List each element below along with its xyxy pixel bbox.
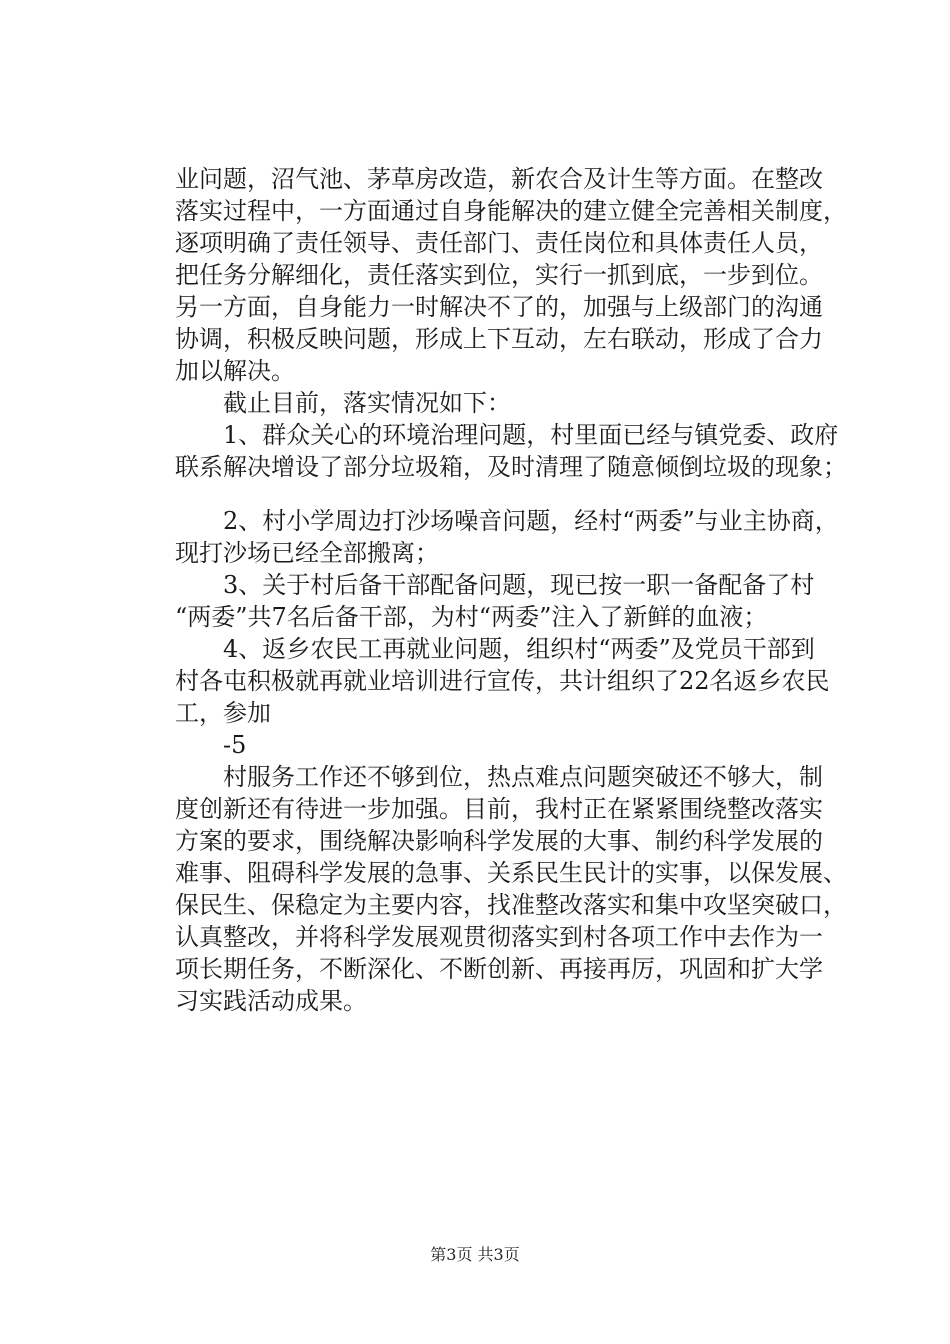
text-line: 联系解决增设了部分垃圾箱，及时清理了随意倾倒垃圾的现象； bbox=[175, 453, 847, 481]
text-line: 加以解决。 bbox=[175, 357, 295, 385]
text-line: 度创新还有待进一步加强。目前，我村正在紧紧围绕整改落实 bbox=[175, 795, 823, 823]
text-line: 村服务工作还不够到位，热点难点问题突破还不够大，制 bbox=[175, 763, 823, 791]
text-line: 习实践活动成果。 bbox=[175, 987, 367, 1015]
paragraph-gap bbox=[175, 483, 845, 505]
text-line: 村各屯积极就再就业培训进行宣传，共计组织了22名返乡农民 bbox=[175, 667, 830, 695]
text-line: 方案的要求，围绕解决影响科学发展的大事、制约科学发展的 bbox=[175, 827, 823, 855]
text-line: 2、村小学周边打沙场噪音问题，经村“两委”与业主协商， bbox=[175, 507, 839, 535]
text-line: 逐项明确了责任领导、责任部门、责任岗位和具体责任人员， bbox=[175, 229, 823, 257]
text-line: 4、返乡农民工再就业问题，组织村“两委”及党员干部到 bbox=[175, 635, 815, 663]
text-line: 难事、阻碍科学发展的急事、关系民生民计的实事，以保发展、 bbox=[175, 859, 847, 887]
text-line: 把任务分解细化，责任落实到位，实行一抓到底，一步到位。 bbox=[175, 261, 823, 289]
text-line: 现打沙场已经全部搬离； bbox=[175, 539, 439, 567]
text-line: 认真整改，并将科学发展观贯彻落实到村各项工作中去作为一 bbox=[175, 923, 823, 951]
text-line: 业问题，沼气池、茅草房改造，新农合及计生等方面。在整改 bbox=[175, 165, 823, 193]
text-line: 落实过程中，一方面通过自身能解决的建立健全完善相关制度， bbox=[175, 197, 847, 225]
text-line: 另一方面，自身能力一时解决不了的，加强与上级部门的沟通 bbox=[175, 293, 823, 321]
text-line: 项长期任务，不断深化、不断创新、再接再厉，巩固和扩大学 bbox=[175, 955, 823, 983]
text-line: 保民生、保稳定为主要内容，找准整改落实和集中攻坚突破口， bbox=[175, 891, 847, 919]
text-line: “两委”共7名后备干部，为村“两委”注入了新鲜的血液； bbox=[175, 603, 768, 631]
text-line: 工，参加 bbox=[175, 699, 271, 727]
text-line: 1、群众关心的环境治理问题，村里面已经与镇党委、政府 bbox=[175, 421, 839, 449]
text-line: 3、关于村后备干部配备问题，现已按一职一备配备了村 bbox=[175, 571, 815, 599]
text-line: -5 bbox=[175, 731, 247, 759]
page-footer: 第3页 共3页 bbox=[430, 1245, 520, 1264]
text-line: 协调，积极反映问题，形成上下互动，左右联动，形成了合力 bbox=[175, 325, 823, 353]
text-line: 截止目前，落实情况如下： bbox=[175, 389, 511, 417]
body-text bbox=[175, 163, 845, 1017]
